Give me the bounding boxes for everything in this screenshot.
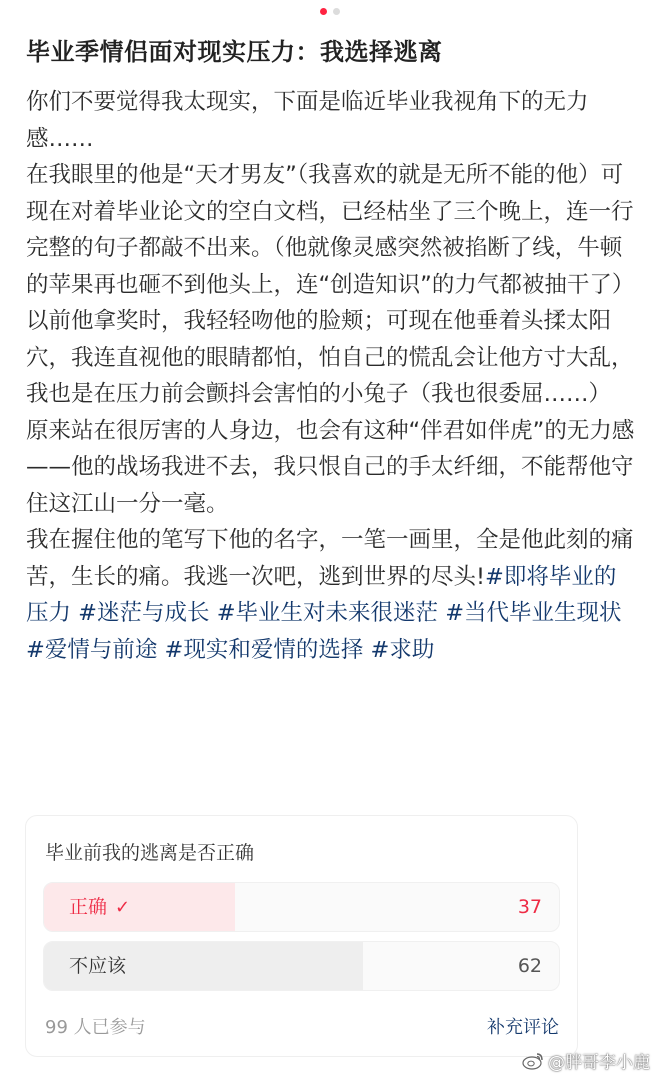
post-body — [26, 84, 636, 668]
check-icon: ✓ — [115, 897, 131, 918]
hashtag-link[interactable]: #即将毕业的压力 — [26, 563, 617, 626]
add-comment-link[interactable]: 补充评论 — [487, 1017, 559, 1038]
post-paragraph: 以前他拿奖时，我轻轻吻他的脸颊；可现在他垂着头揉太阳穴，我连直视他的眼睛都怕，怕自己的慌乱会让他方寸大乱，我也是在压力前会颤抖会害怕的小兔子（我也很委屈……） — [26, 308, 634, 407]
carousel-indicator — [0, 8, 660, 15]
hashtag-link[interactable]: #爱情与前途 — [26, 636, 158, 663]
post-paragraph-text: 我在握住他的笔写下他的名字，一笔一画里，全是他此刻的痛苦，生长的痛。我逃一次吧，逃到世界的尽头! — [26, 527, 634, 590]
weibo-logo-icon — [522, 1052, 544, 1070]
carousel-dot[interactable] — [333, 8, 340, 15]
poll-title: 毕业前我的逃离是否正确 — [45, 842, 255, 864]
poll-option-label: 不应该 — [69, 955, 127, 977]
hashtag-link[interactable]: #迷茫与成长 — [78, 600, 210, 626]
post-paragraph-last — [26, 522, 636, 668]
post-title: 毕业季情侣面对现实压力：我选择逃离 — [26, 38, 443, 66]
poll-option-correct[interactable] — [43, 882, 560, 932]
poll-option-label: 正确 ✓ — [69, 883, 130, 932]
poll-option-count: 37 — [517, 896, 542, 918]
poll-participants: 99 人已参与 — [45, 1017, 146, 1038]
watermark-text: @胖哥李小鹿 — [548, 1053, 650, 1073]
carousel-dot-active[interactable] — [320, 8, 327, 15]
watermark — [522, 1048, 650, 1073]
post-paragraph: 你们不要觉得我太现实，下面是临近毕业我视角下的无力感…… — [26, 89, 589, 152]
poll-option-should-not[interactable] — [43, 941, 560, 991]
poll-card — [25, 815, 578, 1057]
hashtag-link[interactable]: #求助 — [370, 636, 435, 663]
hashtag-link[interactable]: #当代毕业生现状 — [445, 600, 622, 626]
hashtag-link[interactable]: #现实和爱情的选择 — [164, 636, 364, 663]
post-paragraph: 在我眼里的他是“天才男友”（我喜欢的就是无所不能的他）可现在对着毕业论文的空白文档，已经枯坐了三个晚上，连一行完整的句子都敲不出来。（他就像灵感突然被掐断了线，牛顿的苹果再也砸不到他头上，连“创造知识”的力气都被抽干了） — [26, 162, 635, 298]
post-paragraph: 原来站在很厉害的人身边，也会有这种“伴君如伴虎”的无力感——他的战场我进不去，我只恨自己的手太纤细，不能帮他守住这江山一分一毫。 — [26, 417, 635, 517]
poll-option-count: 62 — [517, 955, 542, 977]
hashtag-link[interactable]: #毕业生对未来很迷茫 — [216, 600, 439, 626]
